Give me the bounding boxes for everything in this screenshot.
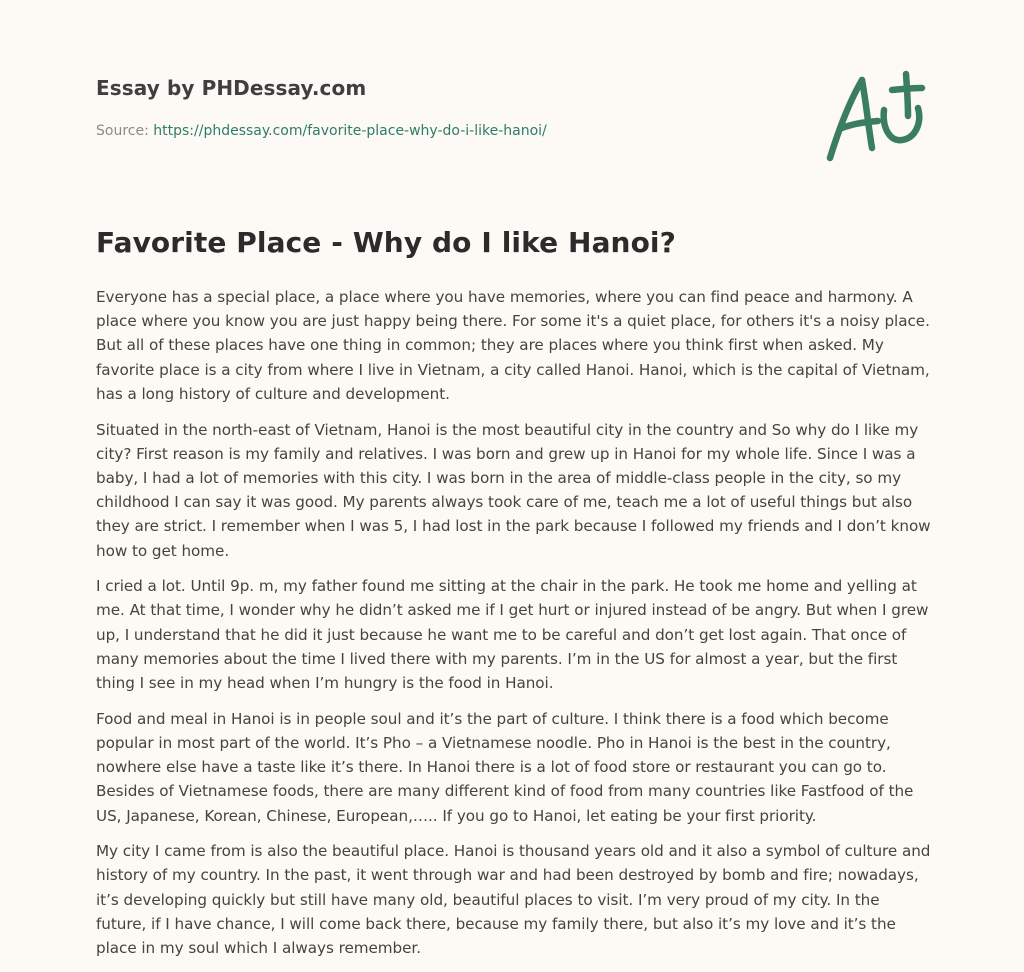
essay-paragraph: I cried a lot. Until 9p. m, my father found me sitting at the chair in the park. He took me home and yelling at me. At that time, I wonder why he didn’t asked me if I get hurt or injured instead of be angry. But when I grew up, I understand that he did it just because he want me to be careful and don’t get lost again. That once of many memories about the time I lived there with my parents. I’m in the US for almost a year, but the first thing I see in my head when I’m hungry is the food in Hanoi.: [96, 577, 929, 693]
source-link[interactable]: https://phdessay.com/favorite-place-why-do-i-like-hanoi/: [153, 123, 547, 139]
essay-paragraph: Everyone has a special place, a place where you have memories, where you can find peace and harmony. A place where you know you are just happy being there. For some it's a quiet place, for others it's a noisy place. But all of these places have one thing in common; they are places where you think first when asked. My favorite place is a city from where I live in Vietnam, a city called Hanoi. Hanoi, which is the capital of Vietnam, has a long history of culture and development.: [96, 288, 930, 403]
essay-body: [96, 285, 932, 972]
grade-a-plus-icon: [818, 66, 930, 166]
source-label: Source:: [96, 123, 154, 139]
essay-paragraph: Situated in the north-east of Vietnam, Hanoi is the most beautiful city in the country and So why do I like my city? First reason is my family and relatives. I was born and grew up in Hanoi for my whole life. Since I was a baby, I had a lot of memories with this city. I was born in the area of middle-class people in the city, so my childhood I can say it was good. My parents always took care of me, teach me a lot of useful things but also they are strict. I remember when I was 5, I had lost in the park because I followed my friends and I don’t know how to get home.: [96, 420, 931, 560]
essay-paragraph: My city I came from is also the beautiful place. Hanoi is thousand years old and it also a symbol of culture and history of my country. In the past, it went through war and had been destroyed by bomb and fire; nowadays, it’s developing quickly but still have many old, beautiful places to visit. I’m very proud of my city. In the future, if I have chance, I will come back there, because my family there, but also it’s my love and it’s the place in my soul which I always remember.: [96, 842, 931, 958]
site-brand: Essay by PHDessay.com: [96, 76, 367, 100]
source-line: [96, 123, 547, 139]
essay-title: Favorite Place - Why do I like Hanoi?: [96, 226, 676, 259]
essay-paragraph: Food and meal in Hanoi is in people soul and it’s the part of culture. I think there is a food which become popular in most part of the world. It’s Pho – a Vietnamese noodle. Pho in Hanoi is the best in the country, nowhere else have a taste like it’s there. In Hanoi there is a lot of food store or restaurant you can go to. Besides of Vietnamese foods, there are many different kind of food from many countries like Fastfood of the US, Japanese, Korean, Chinese, European,….. If you go to Hanoi, let eating be your first priority.: [96, 709, 914, 825]
